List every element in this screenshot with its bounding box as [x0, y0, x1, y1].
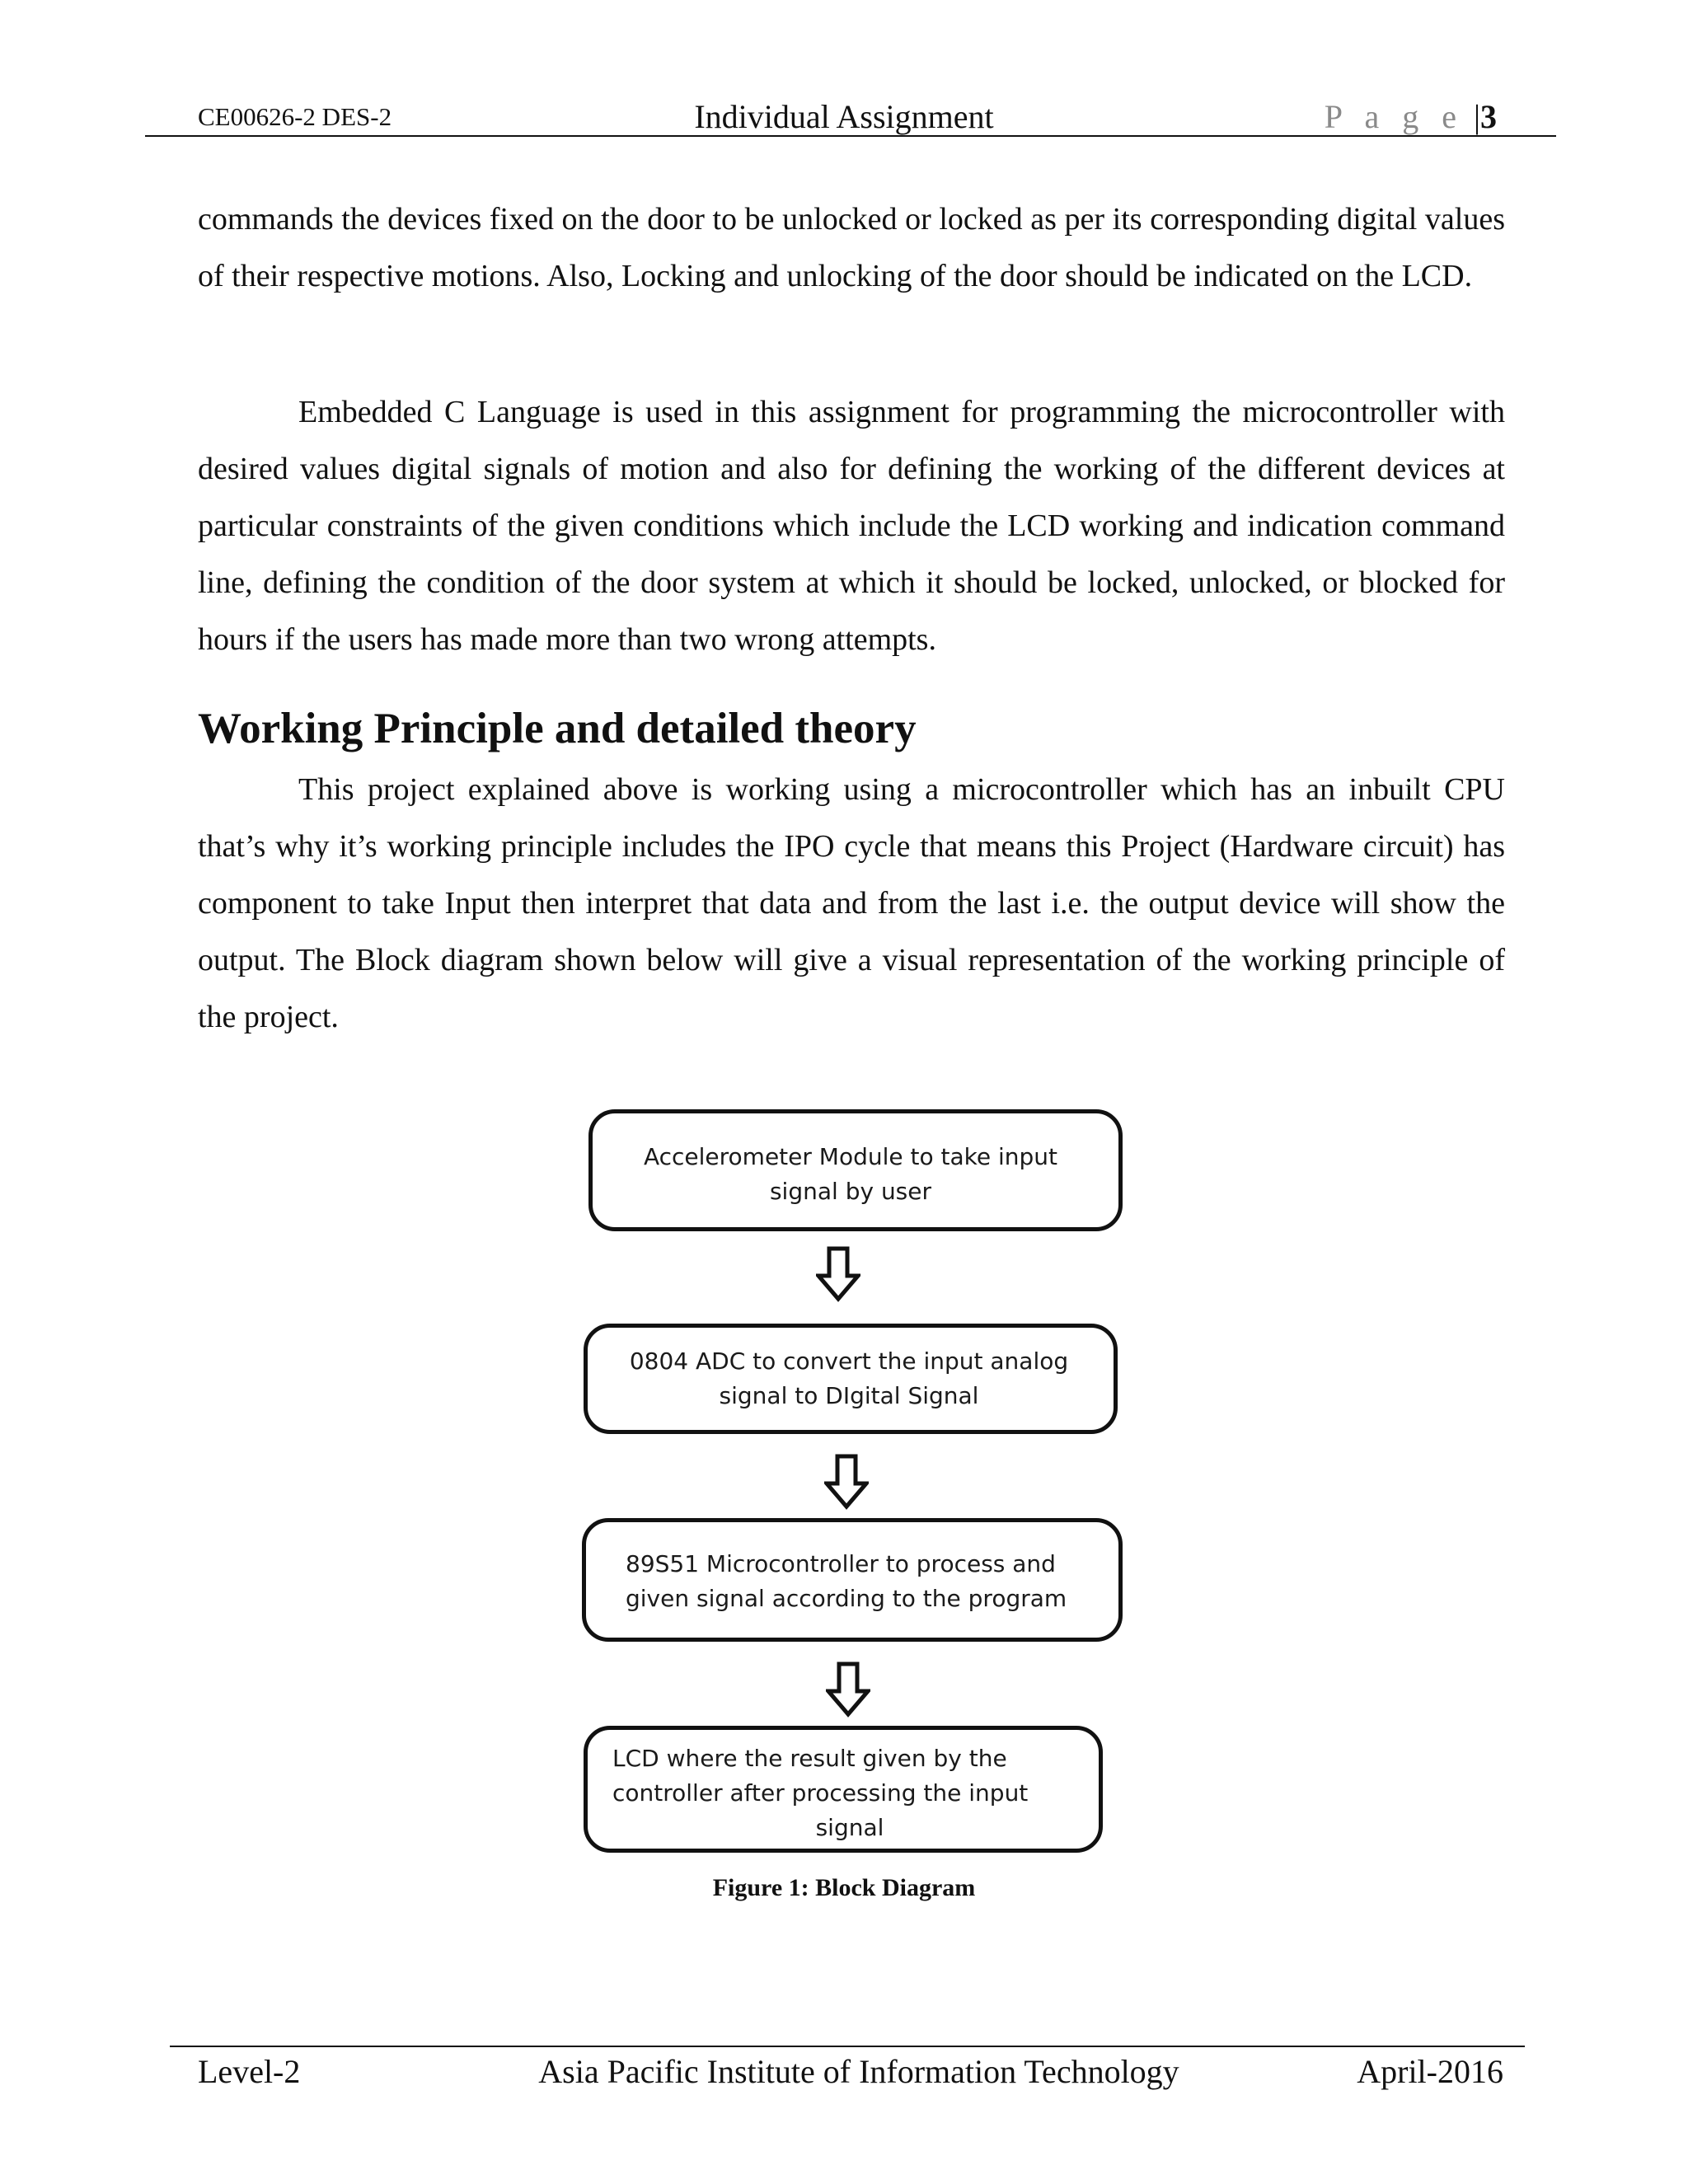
- down-arrow-icon: [826, 1661, 870, 1718]
- page-separator: |: [1473, 98, 1480, 135]
- diagram-box-line: signal by user: [769, 1178, 932, 1205]
- figure-caption: Figure 1: Block Diagram: [712, 1874, 976, 1901]
- diagram-box-line: LCD where the result given by the: [612, 1745, 1007, 1772]
- down-arrow-icon: [816, 1246, 860, 1302]
- diagram-box-line: given signal according to the program: [626, 1585, 1067, 1612]
- down-arrow-icon: [824, 1454, 869, 1510]
- diagram-box-text: [612, 1741, 1087, 1845]
- header-page-indicator: [1325, 97, 1497, 136]
- header-course-code: CE00626-2 DES-2: [198, 102, 392, 131]
- diagram-box-text: [593, 1140, 1118, 1209]
- diagram-box-line: controller after processing the input: [612, 1779, 1029, 1807]
- paragraph-2: Embedded C Language is used in this assignment for programming the microcontroller with desired values digital signals of motion and also for defining the working of the different devices at particular constraints of the given conditions which include the LCD working and indication command line, defining the condition of the door system at which it should be locked, unlocked, or blocked for hours if the users has made more than two wrong attempts.: [198, 395, 1505, 657]
- diagram-box-line: Accelerometer Module to take input: [643, 1143, 1058, 1170]
- page-label: P a g e: [1324, 98, 1464, 135]
- footer-institute: Asia Pacific Institute of Information Technology: [538, 2053, 1179, 2090]
- footer-date: April-2016: [1357, 2053, 1503, 2090]
- diagram-box-line: signal to DIgital Signal: [719, 1382, 979, 1409]
- header-title: Individual Assignment: [694, 98, 994, 135]
- page-number: 3: [1480, 98, 1497, 135]
- footer-divider: [170, 2046, 1525, 2047]
- diagram-box-line: 89S51 Microcontroller to process and: [626, 1550, 1056, 1577]
- diagram-box-microcontroller: [582, 1518, 1123, 1642]
- diagram-box-line: 0804 ADC to convert the input analog: [629, 1347, 1069, 1375]
- paragraph-1: commands the devices fixed on the door to be unlocked or locked as per its corresponding digital values of their respective motions. Also, Locking and unlocking of the door should be indicated on the LCD.: [198, 202, 1505, 293]
- diagram-box-text: [588, 1344, 1114, 1413]
- diagram-box-accelerometer: [588, 1109, 1123, 1231]
- footer-level: Level-2: [198, 2053, 301, 2090]
- paragraph-3: This project explained above is working using a microcontroller which has an inbuilt CPU that’s why it’s working principle includes the IPO cycle that means this Project (Hardware circuit) has component to take Input then interpret that data and from the last i.e. the output device will show the output. The Block diagram shown below will give a visual representation of the working principle of the project.: [198, 772, 1505, 1034]
- header-divider: [145, 135, 1556, 137]
- diagram-box-adc: [584, 1324, 1118, 1434]
- diagram-box-line: signal: [815, 1814, 884, 1841]
- diagram-box-text: [626, 1547, 1118, 1616]
- section-heading: Working Principle and detailed theory: [198, 705, 917, 752]
- diagram-box-lcd: [584, 1726, 1103, 1853]
